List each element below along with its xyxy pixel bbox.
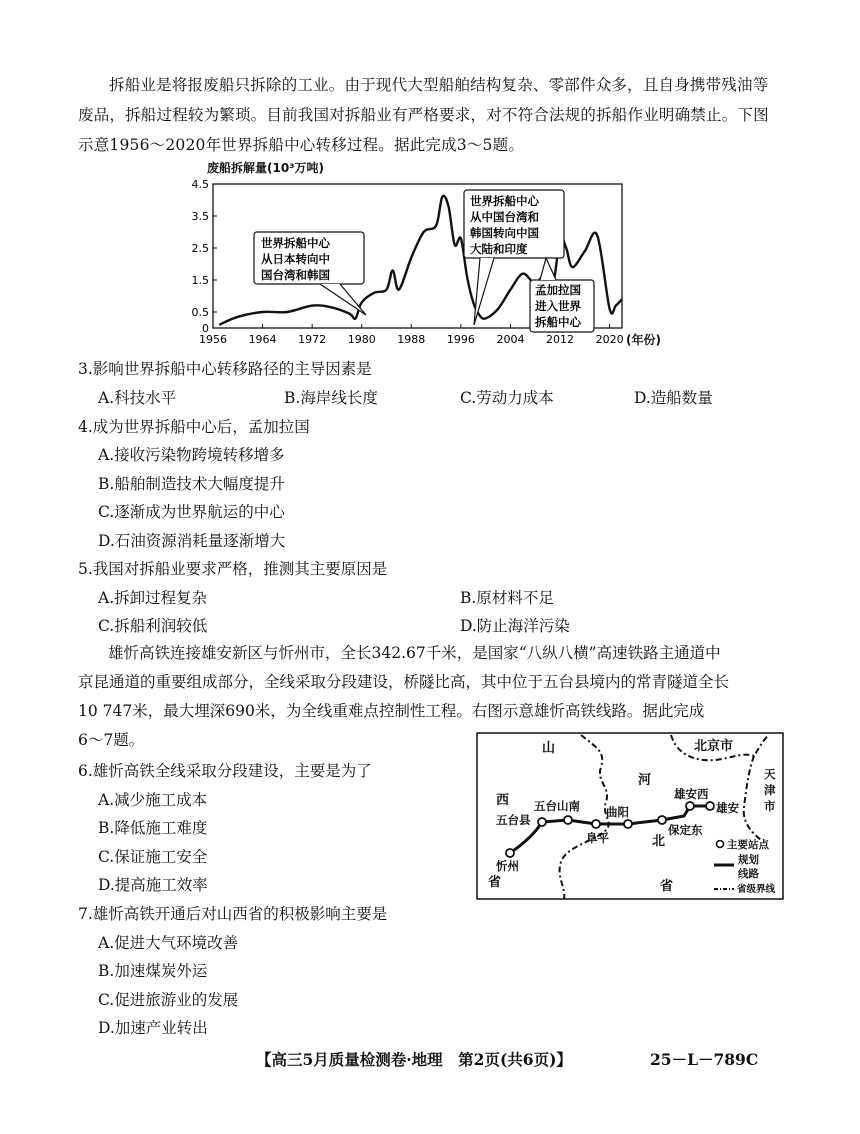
q4-option-d[interactable]: D.石油资源消耗量逐渐增大 — [98, 532, 286, 550]
region-label-xi: 西 — [496, 793, 510, 808]
x-tick-label: 2004 — [496, 333, 525, 346]
region-label-tianjin-1: 天 — [764, 767, 776, 781]
q7-option-a[interactable]: A.促进大气环境改善 — [98, 934, 239, 952]
y-tick-label: 0 — [202, 322, 209, 335]
x-tick-label: 1972 — [298, 333, 327, 346]
x-tick-label: 2020 — [595, 333, 624, 346]
label-quyang: 曲阳 — [606, 805, 629, 819]
chart-xlabel: (年份) — [626, 333, 661, 347]
annotation-1-line-3: 国台湾和韩国 — [261, 268, 330, 282]
q5-option-c[interactable]: C.拆船利润较低 — [98, 617, 208, 635]
region-label-shan: 山 — [542, 741, 556, 756]
passage-railway-line-1: 雄忻高铁连接雄安新区与忻州市，全长342.67千米，是国家“八纵八横”高速铁路主通道中 — [108, 644, 721, 662]
station-xinzhou — [506, 849, 514, 857]
station-fuping — [592, 820, 600, 828]
passage-railway-line-3: 10 747米，最大埋深690米，为全线重难点控制性工程。右图示意雄忻高铁线路。据此完成 — [78, 702, 705, 720]
y-tick-label: 3.5 — [191, 210, 209, 223]
annotation-3-line-3: 拆船中心 — [535, 315, 581, 329]
annotation-2-line-2: 从中国台湾和 — [470, 210, 539, 224]
region-label-tianjin-3: 市 — [764, 799, 776, 813]
region-label-sheng-2: 省 — [660, 879, 674, 894]
station-xiongan — [706, 802, 714, 810]
q3-option-c[interactable]: C.劳动力成本 — [460, 389, 554, 407]
chart-annotation-japan-shift — [254, 232, 366, 315]
passage-railway-line-2: 京昆通道的重要组成部分，全线采取分段建设，桥隧比高，其中位于五台县境内的常青隧道全长 — [78, 673, 730, 691]
annotation-2-line-1: 世界拆船中心 — [470, 194, 539, 208]
q7-option-c[interactable]: C.促进旅游业的发展 — [98, 991, 239, 1009]
x-tick-label: 1980 — [347, 333, 376, 346]
label-baodingdong: 保定东 — [668, 823, 703, 837]
q7-option-d[interactable]: D.加速产业转出 — [98, 1019, 208, 1037]
label-xiongan: 雄安 — [716, 801, 739, 815]
footer-exam-title: 【高三5月质量检测卷·地理 第2页(共6页)】 — [256, 1050, 572, 1069]
question-7-stem: 7.雄忻高铁开通后对山西省的积极影响主要是 — [78, 905, 388, 923]
question-6-stem: 6.雄忻高铁全线采取分段建设，主要是为了 — [78, 762, 372, 780]
annotation-1-line-1: 世界拆船中心 — [261, 236, 330, 250]
annotation-2-line-3: 韩国转向中国 — [470, 226, 539, 240]
x-tick-label: 1956 — [199, 333, 227, 346]
y-tick-label: 2.5 — [191, 242, 209, 255]
station-wutaixian — [538, 818, 546, 826]
station-xiongxi — [686, 802, 694, 810]
legend-rail-label-2: 线路 — [738, 868, 759, 880]
q4-option-a[interactable]: A.接收污染物跨境转移增多 — [98, 446, 285, 464]
q6-option-a[interactable]: A.减少施工成本 — [98, 791, 208, 809]
x-tick-label: 1988 — [397, 333, 426, 346]
question-4-stem: 4.成为世界拆船中心后，孟加拉国 — [78, 418, 310, 436]
passage-railway-line-4: 6～7题。 — [78, 731, 145, 749]
q6-option-d[interactable]: D.提高施工效率 — [98, 876, 208, 894]
station-baodingdong — [658, 816, 666, 824]
chart-ylabel: 废船拆解量(10³万吨) — [207, 161, 324, 175]
region-label-he: 河 — [638, 773, 652, 788]
passage-intro-shipbreaking: 拆船业是将报废船只拆除的工业。由于现代大型船舶结构复杂、零部件众多，且自身携带残油等废品，拆船过程较为繁琐。目前我国对拆船业有严格要求，对不符合法规的拆船作业明确禁止。下图示意1956～2020年世界拆船中心转移过程。据此完成3～5题。 — [78, 76, 769, 154]
region-label-bei: 北 — [652, 834, 666, 849]
label-wutaishannan: 五台山南 — [534, 799, 580, 813]
label-xiongxi: 雄安西 — [674, 787, 709, 801]
legend-boundary-label: 省级界线 — [737, 884, 776, 895]
region-label-tianjin-2: 津 — [764, 783, 776, 797]
region-label-beijing: 北京市 — [694, 739, 734, 754]
label-fuping: 阜平 — [586, 831, 609, 845]
label-xinzhou: 忻州 — [496, 859, 519, 873]
question-5-stem: 5.我国对拆船业要求严格，推测其主要原因是 — [78, 560, 388, 578]
q3-option-a[interactable]: A.科技水平 — [98, 389, 177, 407]
annotation-2-line-4: 大陆和印度 — [470, 242, 528, 256]
station-quyang — [624, 820, 632, 828]
legend-station-icon — [717, 841, 724, 848]
legend-rail-label-1: 规划 — [738, 854, 759, 866]
q5-option-d[interactable]: D.防止海洋污染 — [460, 617, 570, 635]
chart-annotation-bangladesh — [530, 258, 594, 332]
x-tick-label: 2012 — [546, 333, 575, 346]
x-tick-label: 1996 — [446, 333, 475, 346]
annotation-3-line-1: 孟加拉国 — [535, 283, 581, 297]
footer-exam-code: 25－L－789C — [650, 1050, 759, 1069]
q6-option-c[interactable]: C.保证施工安全 — [98, 848, 208, 866]
q5-option-b[interactable]: B.原材料不足 — [460, 589, 554, 607]
q6-option-b[interactable]: B.降低施工难度 — [98, 819, 208, 837]
annotation-3-line-2: 进入世界 — [535, 299, 581, 313]
q3-option-b[interactable]: B.海岸线长度 — [284, 389, 378, 407]
x-tick-label: 1964 — [248, 333, 277, 346]
label-wutaixian: 五台县 — [496, 813, 531, 827]
region-label-sheng-1: 省 — [488, 875, 502, 890]
y-tick-label: 0.5 — [191, 306, 209, 319]
q4-option-b[interactable]: B.船舶制造技术大幅度提升 — [98, 475, 285, 493]
q3-option-d[interactable]: D.造船数量 — [634, 389, 713, 407]
y-tick-label: 4.5 — [191, 178, 209, 191]
legend-station-label: 主要站点 — [727, 839, 769, 851]
annotation-1-line-2: 从日本转向中 — [261, 252, 330, 266]
station-wutaishannan — [564, 816, 572, 824]
q5-option-a[interactable]: A.拆卸过程复杂 — [98, 589, 208, 607]
q4-option-c[interactable]: C.逐渐成为世界航运的中心 — [98, 503, 285, 521]
question-3-stem: 3.影响世界拆船中心转移路径的主导因素是 — [78, 360, 372, 378]
q7-option-b[interactable]: B.加速煤炭外运 — [98, 962, 208, 980]
y-tick-label: 1.5 — [191, 274, 209, 287]
railway-route-map — [476, 732, 786, 902]
